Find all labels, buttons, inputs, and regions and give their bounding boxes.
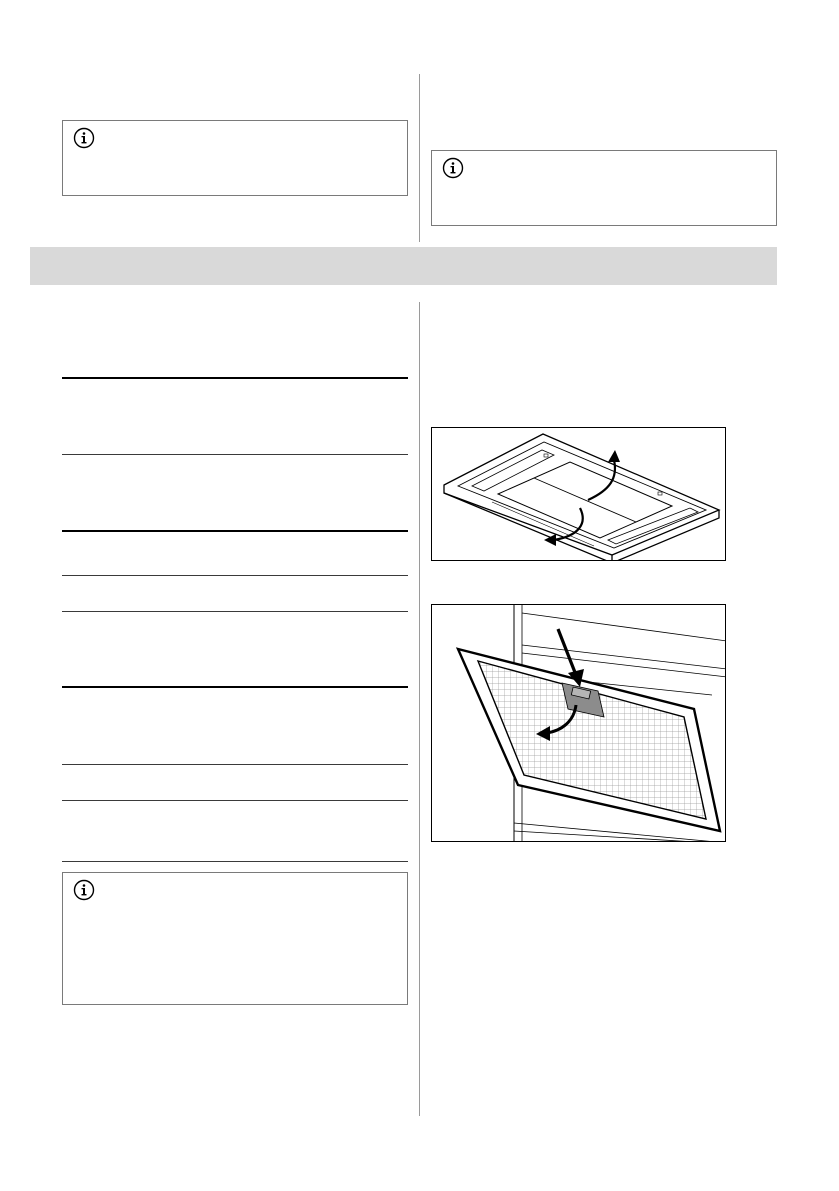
table-rule bbox=[62, 575, 408, 576]
hood-panel-drawing bbox=[432, 428, 726, 561]
table-rule bbox=[62, 611, 408, 612]
table-rule bbox=[62, 861, 408, 862]
table-rule bbox=[62, 764, 408, 765]
table-rule bbox=[62, 686, 408, 688]
table-rule bbox=[62, 530, 408, 532]
column-divider-bottom bbox=[419, 302, 420, 1116]
table-rule bbox=[62, 377, 408, 379]
info-note-1 bbox=[62, 120, 408, 196]
table-rule bbox=[62, 800, 408, 801]
table-rule bbox=[62, 454, 408, 455]
column-divider-top bbox=[419, 74, 420, 242]
info-note-2 bbox=[431, 150, 777, 226]
info-note-3 bbox=[62, 872, 408, 1005]
hood-panel-open-illustration bbox=[431, 427, 726, 561]
info-icon bbox=[73, 879, 95, 901]
info-icon bbox=[73, 127, 95, 149]
section-heading-band bbox=[30, 247, 777, 285]
info-icon bbox=[442, 157, 464, 179]
grease-filter-removal-illustration bbox=[431, 604, 726, 842]
grease-filter-drawing bbox=[432, 605, 726, 842]
